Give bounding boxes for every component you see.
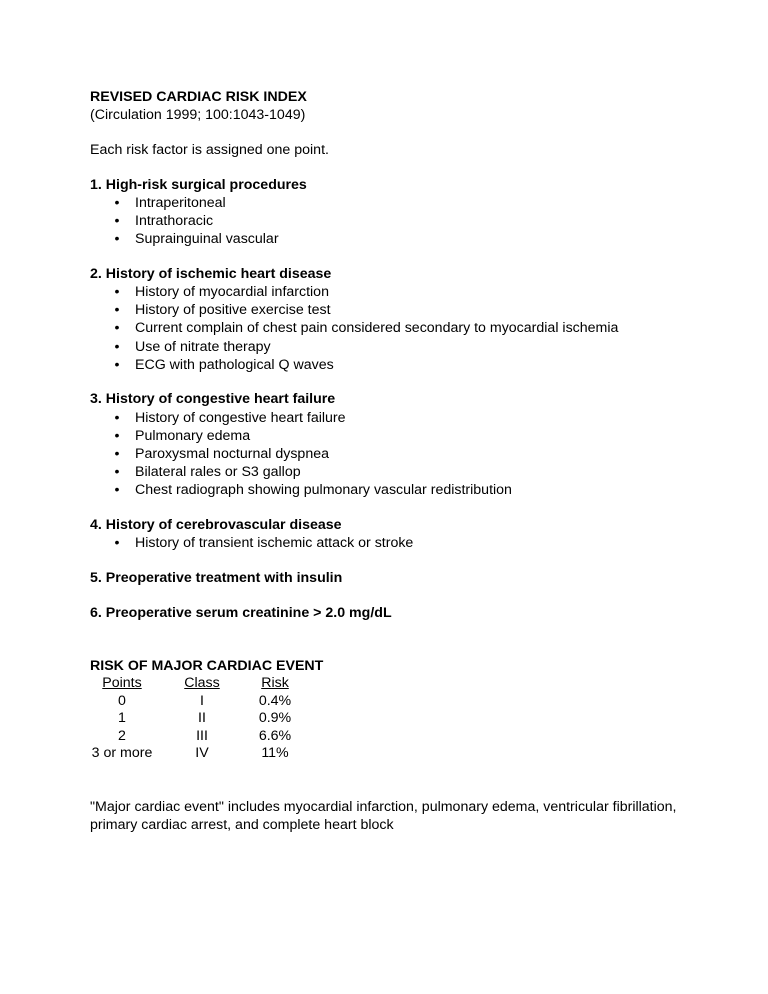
factor-list [90,283,710,374]
list-item: • Current complain of chest pain considered secondary to myocardial ischemia [114,320,619,337]
table-row [90,710,300,728]
list-item: • History of myocardial infarction [114,284,329,300]
list-item: • Pulmonary edema [114,427,251,444]
risk-table-title: RISK OF MAJOR CARDIAC EVENT [90,657,324,674]
footnote: "Major cardiac event" includes myocardial infarction, pulmonary edema, ventricular fibrillation, primary cardiac arrest, and complete heart block [90,798,677,833]
risk-factor-3 [90,390,710,499]
factor-heading: 1. High-risk surgical procedures [90,176,307,193]
list-item: • History of positive exercise test [114,302,331,319]
cell-risk: 6.6% [258,727,292,744]
cell-class: II [198,710,206,726]
list-item: • ECG with pathological Q waves [114,356,334,373]
cell-class: III [196,727,208,744]
factor-heading: 2. History of ischemic heart disease [90,265,332,282]
factor-heading: 3. History of congestive heart failure [90,391,336,408]
factor-list [90,534,710,552]
table-row [90,693,300,711]
column-header-points: Points [102,675,142,691]
factor-list [90,194,710,249]
cell-points: 3 or more [91,745,153,761]
cell-class: I [200,692,204,709]
document-title: REVISED CARDIAC RISK INDEX [90,89,307,105]
list-item: • Chest radiograph showing pulmonary vascular redistribution [114,482,512,499]
column-header-risk: Risk [261,675,289,691]
cell-risk: 0.9% [258,710,292,726]
list-item: • Suprainguinal vascular [114,231,279,248]
column-header-class: Class [184,675,220,691]
risk-factor-1 [90,176,710,249]
risk-factor-4 [90,516,710,552]
document-page [90,88,710,834]
risk-factor-2 [90,265,710,374]
list-item: • Use of nitrate therapy [114,338,271,355]
list-item: • Paroxysmal nocturnal dyspnea [114,446,329,462]
factor-heading: 6. Preoperative serum creatinine > 2.0 mg/dL [90,604,392,621]
intro-text: Each risk factor is assigned one point. [90,141,329,158]
factor-list [90,409,710,500]
factor-heading: 5. Preoperative treatment with insulin [90,569,343,586]
table-header-row [90,675,300,693]
cell-points: 1 [118,710,126,726]
factor-heading: 4. History of cerebrovascular disease [90,517,342,534]
cell-points: 0 [118,692,126,709]
cell-risk: 11% [261,745,289,761]
table-row [90,728,300,746]
cell-class: IV [195,745,209,761]
citation: (Circulation 1999; 100:1043-1049) [90,107,306,124]
cell-points: 2 [118,727,126,744]
table-row [90,745,300,763]
cell-risk: 0.4% [258,692,292,709]
list-item: • Intrathoracic [114,212,214,229]
list-item: • Bilateral rales or S3 gallop [114,464,301,481]
risk-table [90,675,300,763]
list-item: • History of transient ischemic attack or stroke [114,535,414,552]
list-item: • Intraperitoneal [114,194,226,211]
list-item: • History of congestive heart failure [114,409,346,426]
